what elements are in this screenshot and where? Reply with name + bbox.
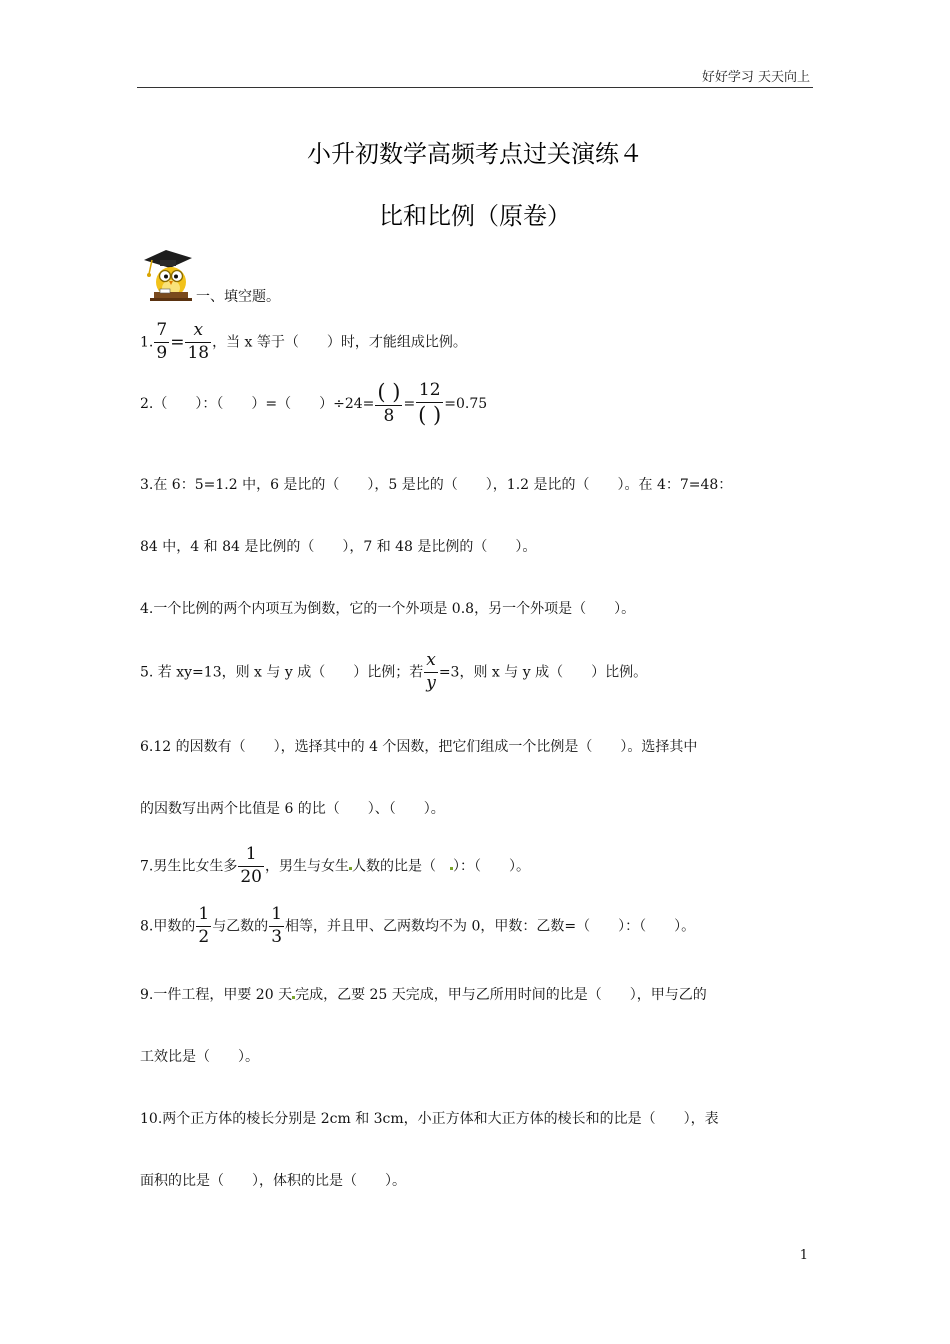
q7-prefix: 7.男生比女生多 (140, 858, 238, 875)
header-rule (137, 87, 813, 88)
question-4: 4.一个比例的两个内项互为倒数，它的一个外项是 0.8，另一个外项是（ ）。 (140, 601, 636, 617)
q8-suffix: 相等，并且甲、乙两数均不为 0，甲数：乙数=（ ）：（ ）。 (285, 918, 696, 935)
question-3-line-2: 84 中，4 和 84 是比例的（ ），7 和 48 是比例的（ ）。 (140, 539, 537, 555)
q1-equals: = (170, 332, 185, 353)
q7-mid-1: ，男生与女生 (265, 858, 349, 875)
q2-fraction-2: $\frac{12}{( )}$ (418, 380, 442, 427)
question-2 (140, 382, 487, 426)
question-1 (140, 322, 467, 363)
q1-prefix: 1. (140, 334, 154, 351)
question-7 (140, 846, 530, 887)
q8-fraction-2: $\frac{1}{3}$ (271, 904, 283, 947)
q2-prefix: 2.（ ）：（ ）=（ ）÷24= (140, 395, 375, 412)
question-6-line-1: 6.12 的因数有（ ），选择其中的 4 个因数，把它们组成一个比例是（ ）。选择其中 (140, 739, 698, 755)
question-10-line-2: 面积的比是（ ），体积的比是（ ）。 (140, 1173, 406, 1189)
q8-fraction-1: $\frac{1}{2}$ (198, 904, 210, 947)
q7-fraction: $\frac{1}{20}$ (240, 844, 262, 887)
question-10-line-1: 10.两个正方体的棱长分别是 2cm 和 3cm，小正方体和大正方体的棱长和的比是（ ），表 (140, 1111, 719, 1127)
q2-suffix: =0.75 (444, 395, 488, 412)
owl-graduate-icon (140, 246, 198, 302)
question-6-line-2: 的因数写出两个比值是 6 的比（ ）、（ ）。 (140, 801, 445, 817)
question-5 (140, 652, 647, 693)
q2-fraction-1: $\frac{( )}{8}$ (377, 380, 401, 426)
question-9-line-2: 工效比是（ ）。 (140, 1049, 259, 1065)
q7-mid-2: 人数的比是（ (352, 858, 450, 875)
page-title: 小升初数学高频考点过关演练４ (307, 140, 643, 168)
q1-fraction-2: $\frac{x}{18}$ (187, 320, 210, 363)
page-number: 1 (799, 1248, 808, 1263)
question-3-line-1: 3.在 6：5=1.2 中，6 是比的（ ），5 是比的（ ），1.2 是比的（ ）。在 4：7=48： (140, 477, 733, 493)
q8-mid: 与乙数的 (212, 918, 269, 935)
page-subtitle: 比和比例（原卷） (379, 202, 571, 230)
header-text: 好好学习 天天向上 (701, 70, 810, 85)
section-label: 一、填空题。 (196, 289, 280, 305)
q1-text: ，当 x 等于（ ）时，才能组成比例。 (212, 334, 467, 351)
q5-fraction: $\frac{x}{y}$ (426, 650, 436, 693)
question-8 (140, 906, 695, 947)
question-9-line-1: 9.一件工程，甲要 20 天 完成，乙要 25 天完成，甲与乙所用时间的比是（ ），甲与乙的 (140, 987, 707, 1003)
q5-suffix: =3，则 x 与 y 成（ ）比例。 (438, 664, 648, 681)
q5-prefix: 5. 若 xy=13，则 x 与 y 成（ ）比例；若 (140, 664, 424, 681)
q1-fraction-1: $\frac{7}{9}$ (156, 320, 168, 363)
q2-equals: = (403, 395, 416, 412)
q8-prefix: 8.甲数的 (140, 918, 196, 935)
q7-suffix: ）：（ ）。 (453, 858, 530, 875)
